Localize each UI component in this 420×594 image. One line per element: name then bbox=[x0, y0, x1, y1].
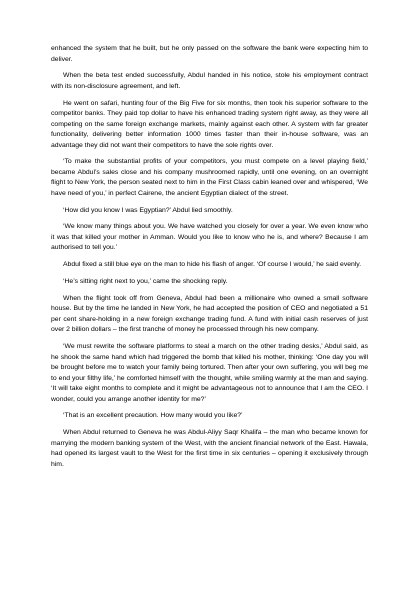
paragraph-6: ‘We know many things about you. We have watched you closely for over a year. We even know who it was that killed your mother in Amman. Would you like to know who he is, and where? Because I am authorised to tell you.’ bbox=[51, 223, 368, 252]
paragraph-3: He went on safari, hunting four of the Big Five for six months, then took his superior software to the competitor banks. They paid top dollar to have his enhanced trading system right away, as they were all competing on the same foreign exchange markets, mainly against each other. A system with far greater functionality, delivering better information 1000 times faster than their in-house software, was an advantage they did not want their competitors to have the sole rights over. bbox=[51, 99, 368, 149]
paragraph-10: ‘We must rewrite the software platforms to steal a march on the other trading desks,’ Abdul said, as he shook the same hand which had triggered the bomb that killed his mother, thinking: ‘One day you will be brought before me to watch your family being tortured. Then after your own suffering, you will beg me to end your filthy life,’ he comforted himself with the thought, while smiling warmly at the man and saying. ‘It will take eight months to complete and it might be advantageous not to announce that I am the CEO. I wonder, could you arrange another identity for me?’ bbox=[51, 343, 368, 403]
paragraph-8: ‘He’s sitting right next to you,’ came the shocking reply. bbox=[63, 278, 228, 286]
paragraph-9: When the flight took off from Geneva, Abdul had been a millionaire who owned a small software house. But by the time he landed in New York, he had accepted the position of CEO and negotiated a 51 per cent share-holding in a new foreign exchange trading fund. A fund with initial cash reserves of just over 2 billion dollars – the first tranche of money he processed through his new company. bbox=[51, 294, 368, 334]
paragraph-2: When the beta test ended successfully, Abdul handed in his notice, stole his employment contract with its non-disclosure agreement, and left. bbox=[51, 72, 368, 90]
paragraph-4: ‘To make the substantial profits of your competitors, you must compete on a level playing field,’ became Abdul’s sales close and his company mushroomed rapidly, until one evening, on an overnight flight to New York, the person seated next to him in the First Class cabin leaned over and whispered, ‘We have need of you,’ in perfect Cairene, the ancient Egyptian dialect of the street. bbox=[51, 158, 368, 197]
paragraph-1: enhanced the system that he built, but he only passed on the software the bank were expecting him to deliver. bbox=[51, 45, 368, 63]
paragraph-12: When Abdul returned to Geneva he was Abdul-Aliyy Saqr Khalifa – the man who became known for marrying the modern banking system of the West, with the ancient financial network of the East. Hawala, had opened its largest vault to the West for the first time in six centuries – opening it exclusively through him. bbox=[51, 429, 368, 468]
paragraph-11: ‘That is an excellent precaution. How many would you like?’ bbox=[63, 412, 243, 420]
paragraph-7: Abdul fixed a still blue eye on the man to hide his flash of anger. ‘Of course I would,’ he said evenly. bbox=[63, 261, 362, 269]
paragraph-5: ‘How did you know I was Egyptian?’ Abdul lied smoothly. bbox=[63, 206, 233, 214]
